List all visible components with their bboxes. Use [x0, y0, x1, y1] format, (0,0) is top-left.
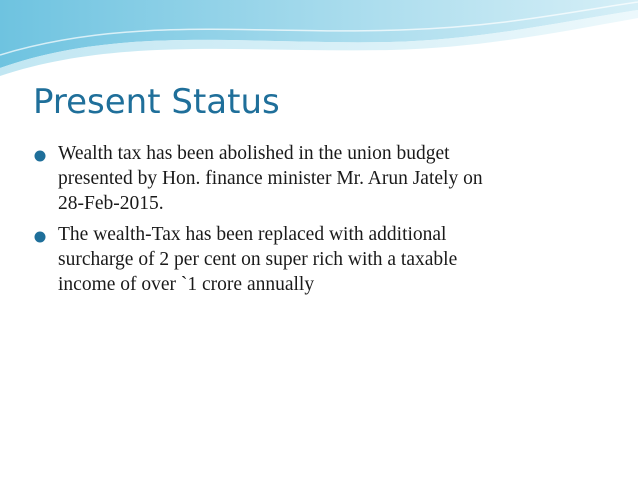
bullet-line: presented by Hon. finance minister Mr. Arun Jately on: [58, 168, 483, 189]
bullet-list: [32, 141, 592, 303]
bullet-text: [58, 141, 592, 216]
bullet-text: [58, 222, 592, 297]
filled-circle-icon: [34, 231, 46, 243]
slide-title: Present Status: [33, 82, 280, 122]
bullet-item: [32, 222, 592, 297]
filled-circle-icon: [34, 150, 46, 162]
header-wave-decoration: [0, 0, 638, 80]
bullet-item: [32, 141, 592, 216]
bullet-line: 28-Feb-2015.: [58, 193, 164, 214]
bullet-line: income of over `1 crore annually: [58, 274, 315, 295]
bullet-line: The wealth-Tax has been replaced with additional: [58, 224, 447, 245]
bullet-line: Wealth tax has been abolished in the union budget: [58, 143, 450, 164]
bullet-line: surcharge of 2 per cent on super rich with a taxable: [58, 249, 458, 270]
